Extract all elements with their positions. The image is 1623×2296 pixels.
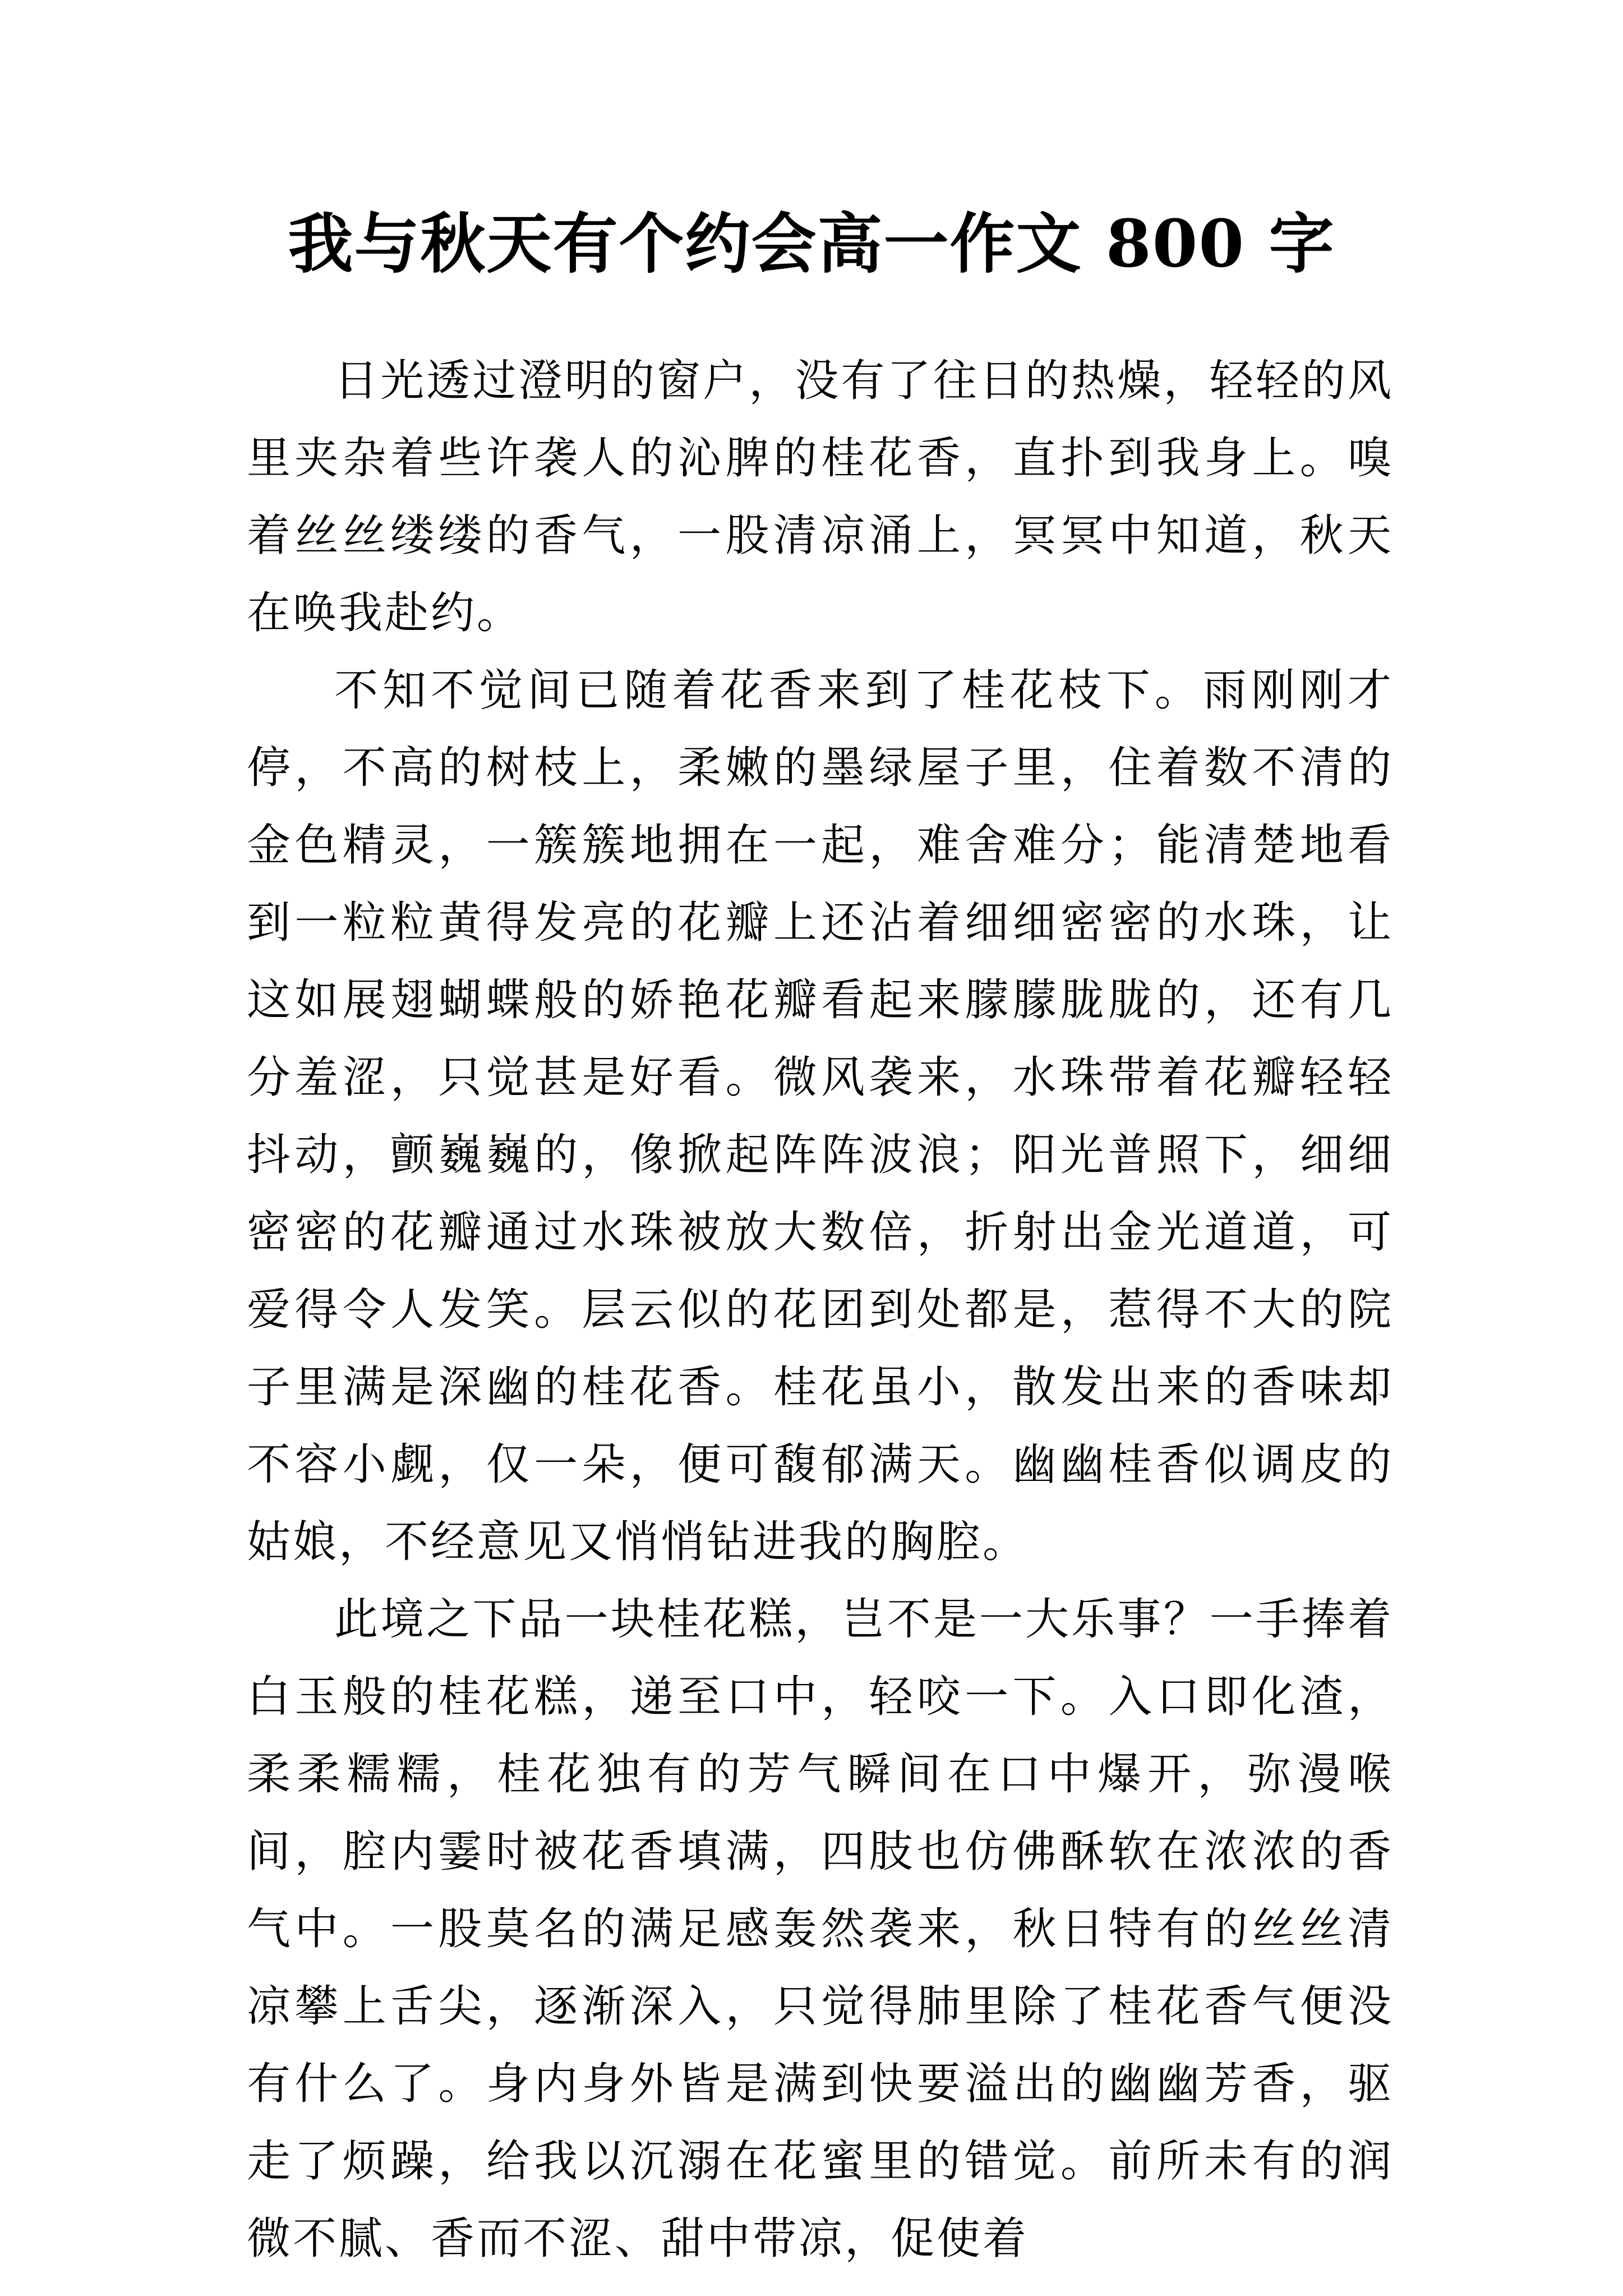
- paragraph-2: 不知不觉间已随着花香来到了桂花枝下。雨刚刚才停，不高的树枝上，柔嫩的墨绿屋子里，住着数不清的金色精灵，一簇簇地拥在一起，难舍难分；能清楚地看到一粒粒黄得发亮的花瓣上还沾着细细密密的水珠，让这如展翅蝴蝶般的娇艳花瓣看起来朦朦胧胧的，还有几分羞涩，只觉甚是好看。微风袭来，水珠带着花瓣轻轻抖动，颤巍巍的，像掀起阵阵波浪；阳光普照下，细细密密的花瓣通过水珠被放大数倍，折射出金光道道，可爱得令人发笑。层云似的花团到处都是，惹得不大的院子里满是深幽的桂花香。桂花虽小，散发出来的香味却不容小觑，仅一朵，便可馥郁满天。幽幽桂香似调皮的姑娘，不经意见又悄悄钻进我的胸腔。: [247, 665, 1394, 1567]
- document-title: 我与秋天有个约会高一作文 800 字: [288, 206, 1335, 282]
- paragraph-3: 此境之下品一块桂花糕，岂不是一大乐事？一手捧着白玉般的桂花糕，递至口中，轻咬一下。入口即化渣，柔柔糯糯，桂花独有的芳气瞬间在口中爆开，弥漫喉间，腔内霎时被花香填满，四肢也仿佛酥软在浓浓的香气中。一股莫名的满足感轰然袭来，秋日特有的丝丝清凉攀上舌尖，逐渐深入，只觉得肺里除了桂花香气便没有什么了。身内身外皆是满到快要溢出的幽幽芳香，驱走了烦躁，给我以沉溺在花蜜里的错觉。前所未有的润微不腻、香而不涩、甜中带凉，促使着: [247, 1594, 1394, 2264]
- paragraph-1: 日光透过澄明的窗户，没有了往日的热燥，轻轻的风里夹杂着些许袭人的沁脾的桂花香，直扑到我身上。嗅着丝丝缕缕的香气，一股清凉涌上，冥冥中知道，秋天在唤我赴约。: [247, 356, 1394, 638]
- document-body: [247, 342, 1394, 2277]
